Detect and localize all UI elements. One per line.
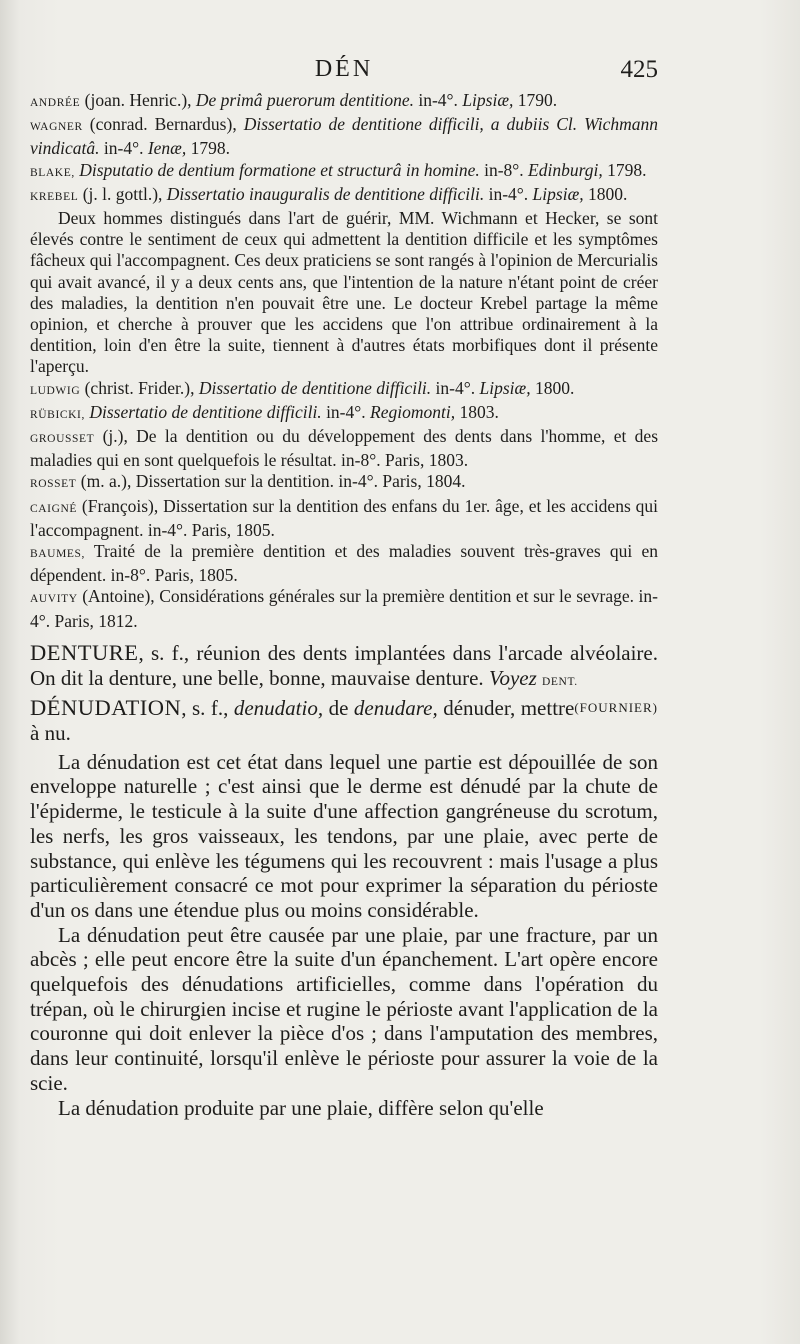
paragraph: La dénudation produite par une plaie, diffère selon qu'elle: [58, 1095, 544, 1120]
page-text: [30, 90, 658, 1120]
entry-denture: DENTURE, s. f., réunion des dents implantées dans l'arcade alvéolaire. On dit la denture, une belle, bonne, mauvaise denture. Voyez DENT. (FOURNIER): [30, 640, 658, 695]
bib-entry-rubicki: RÜBICKI, Dissertatio de dentitione difficili. in-4°. Regiomonti, 1803.: [30, 401, 499, 422]
headword-denture: DENTURE: [30, 639, 139, 665]
entry-denudation: DÉNUDATION, s. f., denudatio, de denudare, dénuder, mettre à nu.: [30, 695, 575, 746]
bib-entry-auvity: AUVITY (Antoine), Considérations générales sur la première dentition et sur le sevrage. in-4°. Paris, 1812.: [30, 586, 658, 631]
bib-entry-rosset: ROSSET (m. a.), Dissertation sur la dentition. in-4°. Paris, 1804.: [30, 471, 466, 492]
paragraph: La dénudation est cet état dans lequel une partie est dépouillée de son enveloppe naturelle ; c'est ainsi que le derme est dénudé par la chute de l'épiderme, le testicule à la suite d'une affection gangréneuse du scrotum, les nerfs, les gros vaisseaux, les tendons, par une plaie, avec perte de substance, qui enlève les tégumens qui les recouvrent : mais l'usage a plus particulièrement consacré ce mot pour exprimer la séparation du périoste d'un os dans une étendue plus ou moins considérable.: [30, 749, 658, 922]
bib-entry-caigne: CAIGNÉ (François), Dissertation sur la dentition des enfans du 1er. âge, et les accidens qui l'accompagnent. in-4°. Paris, 1805.: [30, 495, 658, 540]
bib-entry-ludwig: LUDWIG (christ. Frider.), Dissertatio de dentitione difficili. in-4°. Lipsiæ, 1800.: [30, 377, 575, 398]
bib-entry-blake: BLAKE, Disputatio de dentium formatione et structurâ in homine. in-8°. Edinburgi, 1798.: [30, 159, 647, 180]
bibliography-note: Deux hommes distingués dans l'art de guérir, MM. Wichmann et Hecker, se sont élevés contre le sentiment de ceux qui admettent la dentition difficile et les symptômes fâcheux qui l'accompagnent. Ces deux praticiens se sont rangés à l'opinion de Mercurialis qui avait avancé, il y a deux cents ans, que l'intention de la nature n'étant point de créer des maladies, la dentition n'en pouvait être une. Le docteur Krebel partage la même opinion, et cherche à prouver que les accidens que l'on attribue ordinairement à la dentition, loin d'en être la suite, tiennent à d'autres états morbifiques dont il présente l'aperçu.: [30, 208, 658, 377]
bib-entry-grousset: GROUSSET (j.), De la dentition ou du développement des dents dans l'homme, et des maladies qui en sont quelquefois le résultat. in-8°. Paris, 1803.: [30, 426, 659, 471]
bib-entry-krebel: KREBEL (j. l. gottl.), Dissertatio inauguralis de dentitione difficili. in-4°. Lipsiæ, 1800.: [30, 183, 628, 204]
bib-entry-wagner: WAGNER (conrad. Bernardus), Dissertatio de dentitione difficili, a dubiis Cl. Wichmann vindicatâ. in-4°. Ienæ, 1798.: [30, 114, 659, 159]
cross-reference: DENT.: [542, 676, 578, 689]
author-signature: (FOURNIER): [574, 700, 658, 716]
page-header: [30, 56, 658, 90]
page-number: 425: [620, 56, 658, 83]
headword-denudation: DÉNUDATION: [30, 695, 182, 721]
paragraph: La dénudation peut être causée par une plaie, par une fracture, par un abcès ; elle peut encore être la suite d'un épanchement. L'art opère encore quelquefois des dénudations artificielles, comme dans l'opération du trépan, où le chirurgien incise et rugine le périoste avant l'application de la couronne qui doit enlever la pièce d'os ; dans l'amputation des membres, dans leur continuité, lorsqu'il enlève le périoste pour assurer la voie de la scie.: [30, 922, 658, 1095]
bib-entry-andree: ANDRÉE (joan. Henric.), De primâ puerorum dentitione. in-4°. Lipsiæ, 1790.: [30, 90, 558, 110]
running-head: DÉN: [314, 56, 374, 82]
bib-entry-baumes: BAUMES, Traité de la première dentition et des maladies souvent très-graves qui en dépendent. in-8°. Paris, 1805.: [30, 541, 659, 586]
